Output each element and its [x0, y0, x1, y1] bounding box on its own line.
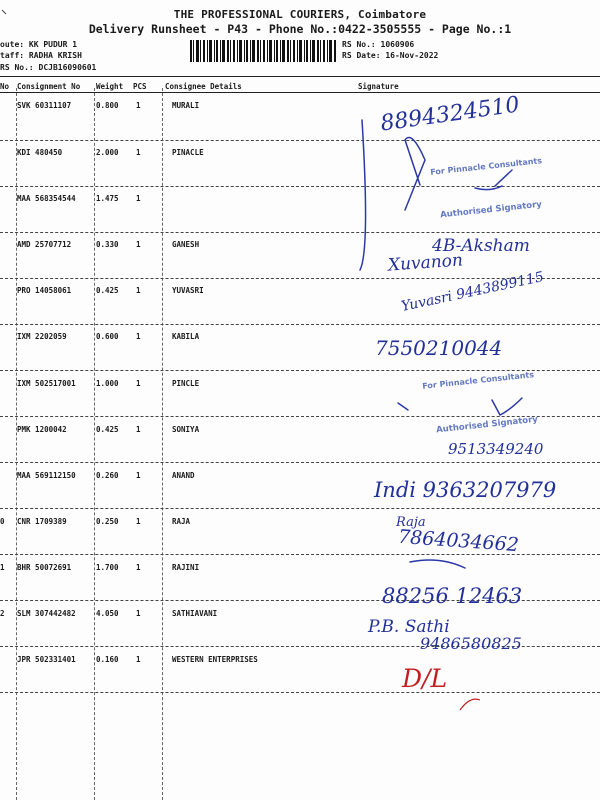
- handwritten-note: 4B-Aksham: [432, 236, 530, 256]
- handwritten-delivered-mark: D/L: [402, 664, 448, 693]
- consignee-name: RAJINI: [172, 563, 200, 572]
- col-consignee: Consignee Details: [165, 82, 242, 91]
- handwritten-phone: 7550210044: [375, 336, 503, 360]
- consignee-name: YUVASRI: [172, 286, 204, 295]
- col-weight: Weight: [96, 82, 124, 91]
- consignee-name: MURALI: [172, 101, 200, 110]
- handwritten-phone: Indi 9363207979: [374, 478, 557, 502]
- consignee-name: ANAND: [172, 471, 195, 480]
- company-stamp: For Pinnacle Consultants: [421, 370, 535, 391]
- consignee-name: SATHIAVANI: [172, 609, 218, 618]
- pen-stroke: [360, 120, 366, 270]
- runsheet-title: Delivery Runsheet - P43 - Phone No.:0422-3505555 - Page No.:1: [88, 22, 512, 36]
- consignment-no: IXM 502517001: [17, 379, 76, 388]
- consignment-no: SVK 60311107: [17, 101, 72, 110]
- pcs-value: 1: [136, 194, 141, 203]
- pen-stroke: [492, 398, 522, 415]
- weight-value: 0.160: [96, 655, 119, 664]
- consignment-no: BHR 50072691: [17, 563, 72, 572]
- pcs-value: 1: [136, 148, 141, 157]
- pcs-value: 1: [136, 471, 141, 480]
- pcs-value: 1: [136, 609, 141, 618]
- weight-value: 0.330: [96, 240, 119, 249]
- col-no: No: [0, 82, 10, 91]
- consignee-name: RAJA: [172, 517, 191, 526]
- col-pcs: PCS: [133, 82, 147, 91]
- consignment-no: AMD 25707712: [17, 240, 72, 249]
- staff-label: taff: RADHA KRISH: [0, 51, 82, 60]
- consignee-name: GANESH: [172, 240, 200, 249]
- weight-value: 2.000: [96, 148, 119, 157]
- consignment-no: PRO 14058061: [17, 286, 72, 295]
- pcs-value: 1: [136, 101, 141, 110]
- handwritten-phone: 8894324510: [378, 92, 522, 137]
- pen-stroke: [475, 170, 512, 190]
- authorised-signatory-stamp: Authorised Signatory: [439, 199, 543, 221]
- consignment-no: MAA 568354544: [17, 194, 76, 203]
- pen-stroke: [460, 699, 480, 710]
- handwritten-phone: 9513349240: [448, 440, 544, 458]
- consignment-no: IXM 2202059: [17, 332, 67, 341]
- consignment-no: KDI 480450: [17, 148, 63, 157]
- weight-value: 1.700: [96, 563, 119, 572]
- handwritten-phone: 7864034662: [397, 525, 520, 557]
- company-title: THE PROFESSIONAL COURIERS, Coimbatore: [173, 8, 427, 21]
- weight-value: 4.050: [96, 609, 119, 618]
- route-label: oute: KK PUDUR 1: [0, 40, 78, 49]
- row-number: 0: [0, 517, 5, 526]
- weight-value: 0.800: [96, 101, 119, 110]
- weight-value: 1.475: [96, 194, 119, 203]
- pcs-value: 1: [136, 425, 141, 434]
- rs-no-label: RS No.: 1060906: [342, 40, 415, 49]
- weight-value: 0.250: [96, 517, 119, 526]
- consignment-no: MAA 569112150: [17, 471, 76, 480]
- pcs-value: 1: [136, 517, 141, 526]
- pcs-value: 1: [136, 563, 141, 572]
- weight-value: 0.600: [96, 332, 119, 341]
- consignee-name: KABILA: [172, 332, 200, 341]
- authorised-signatory-stamp: Authorised Signatory: [435, 414, 539, 436]
- weight-value: 0.425: [96, 425, 119, 434]
- pen-stroke: [398, 403, 408, 410]
- handwritten-phone: 9486580825: [420, 634, 522, 653]
- consignment-no: SLM 307442482: [17, 609, 76, 618]
- handwritten-phone: Yuvasri 9443899115: [399, 269, 546, 315]
- pen-stroke: [405, 138, 425, 211]
- rs-date-label: RS Date: 16-Nov-2022: [342, 51, 439, 60]
- handwritten-signature: Raja: [396, 515, 426, 530]
- consignment-no: CNR 1709389: [17, 517, 67, 526]
- rs-serial-label: RS No.: DCJB16090601: [0, 63, 97, 72]
- scan-mark: [2, 10, 6, 14]
- handwritten-signature: Xuvanon: [387, 250, 464, 276]
- consignment-no: JPR 502331401: [17, 655, 76, 664]
- pcs-value: 1: [136, 240, 141, 249]
- weight-value: 1.000: [96, 379, 119, 388]
- pen-stroke: [410, 560, 465, 568]
- pcs-value: 1: [136, 286, 141, 295]
- consignee-name: PINCLE: [172, 379, 200, 388]
- company-stamp: For Pinnacle Consultants: [429, 156, 543, 177]
- consignment-no: PMK 1200042: [17, 425, 67, 434]
- consignee-name: WESTERN ENTERPRISES: [172, 655, 258, 664]
- consignee-name: SONIYA: [172, 425, 200, 434]
- pcs-value: 1: [136, 332, 141, 341]
- col-consignment: Consignment No: [17, 82, 81, 91]
- weight-value: 0.425: [96, 286, 119, 295]
- pcs-value: 1: [136, 655, 141, 664]
- col-signature: Signature: [358, 82, 399, 91]
- consignee-name: PINACLE: [172, 148, 204, 157]
- handwritten-signature: P.B. Sathi: [368, 617, 450, 637]
- handwritten-phone: 88256 12463: [382, 584, 523, 608]
- row-number: 2: [0, 609, 5, 618]
- pcs-value: 1: [136, 379, 141, 388]
- row-number: 1: [0, 563, 5, 572]
- weight-value: 0.260: [96, 471, 119, 480]
